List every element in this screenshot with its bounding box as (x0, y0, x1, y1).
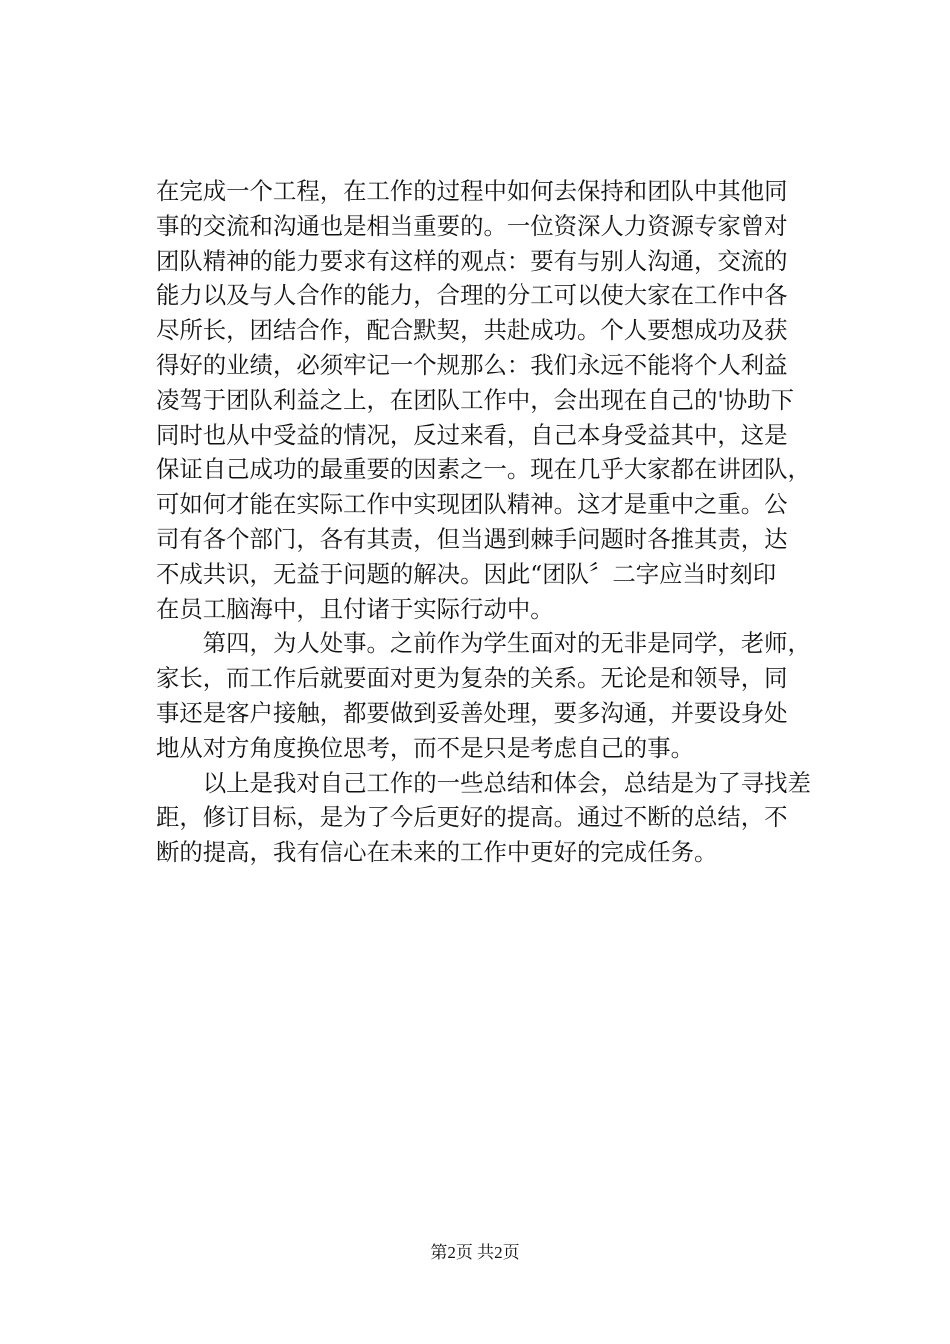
text-line: 地从对方角度换位思考，而不是只是考虑自己的事。 (156, 733, 694, 762)
text-line: 距，修订目标，是为了今后更好的提高。通过不断的总结，不 (156, 803, 788, 832)
text-line: 以上是我对自己工作的一些总结和体会，总结是为了寻找差 (156, 768, 811, 797)
text-line: 司有各个部门，各有其责，但当遇到棘手问题时各推其责，达 (156, 524, 788, 553)
text-line: 第四，为人处事。之前作为学生面对的无非是同学，老师， (156, 629, 811, 658)
text-line: 尽所长，团结合作，配合默契，共赴成功。个人要想成功及获 (156, 316, 788, 345)
text-line: 在完成一个工程，在工作的过程中如何去保持和团队中其他同 (156, 177, 788, 205)
text-line: 得好的业绩，必须牢记一个规那么：我们永远不能将个人利益 (156, 350, 788, 379)
body-text (156, 174, 811, 870)
text-line: 家长，而工作后就要面对更为复杂的关系。无论是和领导，同 (156, 664, 788, 693)
text-line: 事还是客户接触，都要做到妥善处理，要多沟通，并要设身处 (156, 698, 788, 727)
page-number-footer: 第2页 共2页 (430, 1243, 520, 1262)
text-line: 断的提高，我有信心在未来的工作中更好的完成任务。 (156, 838, 718, 867)
text-line: 不成共识，无益于问题的解决。因此“团队〞二字应当时刻印 (156, 559, 777, 588)
text-line: 可如何才能在实际工作中实现团队精神。这才是重中之重。公 (156, 490, 788, 519)
text-line: 在员工脑海中，且付诸于实际行动中。 (156, 594, 554, 623)
text-line: 团队精神的能力要求有这样的观点：要有与别人沟通，交流的 (156, 246, 788, 275)
text-line: 凌驾于团队利益之上，在团队工作中，会出现在自己的'协助下 (156, 385, 794, 414)
text-line: 能力以及与人合作的能力，合理的分工可以使大家在工作中各 (156, 281, 788, 310)
text-line: 保证自己成功的最重要的因素之一。现在几乎大家都在讲团队， (156, 455, 811, 484)
text-line: 同时也从中受益的情况，反过来看，自己本身受益其中，这是 (156, 420, 788, 449)
text-line: 事的交流和沟通也是相当重要的。一位资深人力资源专家曾对 (156, 211, 788, 240)
